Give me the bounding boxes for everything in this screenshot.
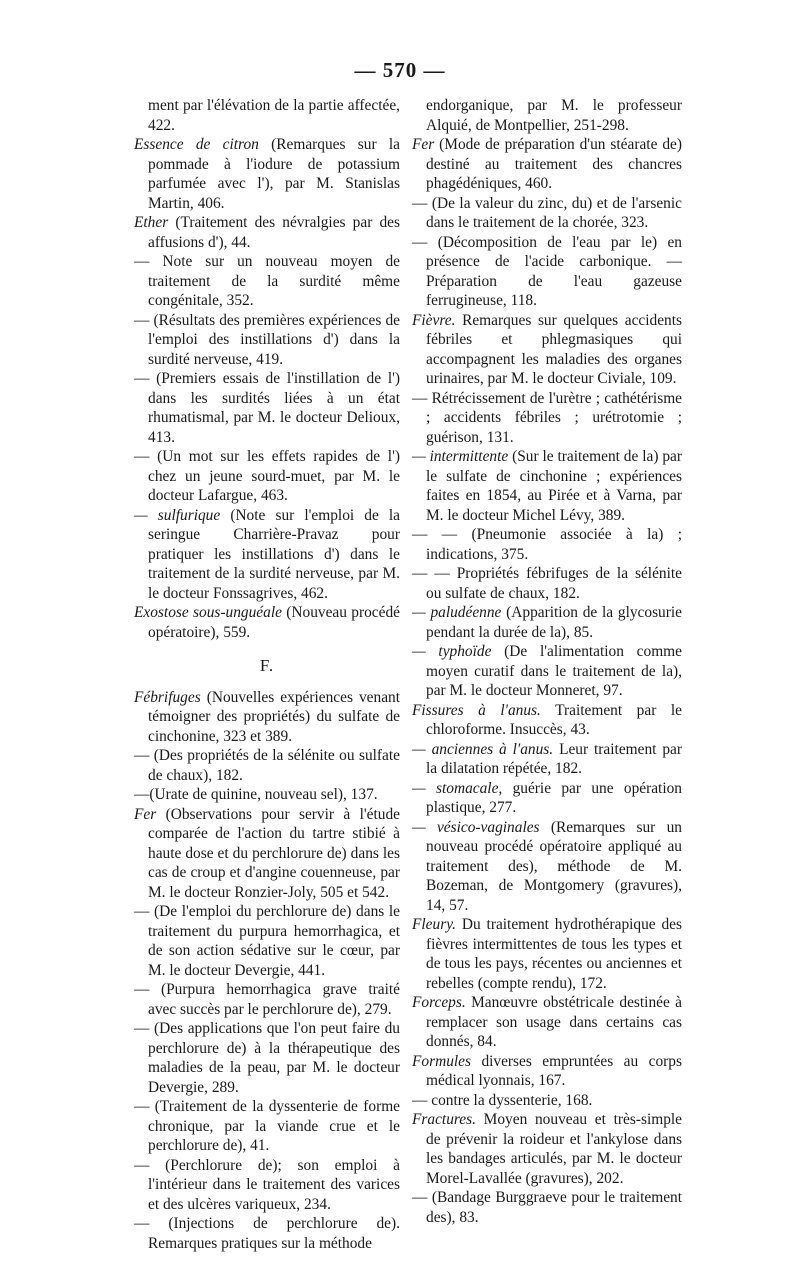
- right-column: [412, 96, 682, 1227]
- index-entry: [412, 603, 682, 642]
- entry-heading: Formules: [412, 1052, 471, 1070]
- index-entry: [134, 1156, 400, 1215]
- entry-text: — (Bandage Burggraeve pour le traitement des), 83.: [412, 1189, 682, 1226]
- index-entry: [134, 1019, 400, 1097]
- left-entries: [134, 96, 400, 642]
- entry-text: — (Premiers essais de l'instillation de l') dans les surdités liées à un état rhumatismal, par M. le docteur Delioux, 413.: [134, 370, 400, 446]
- entry-text: (Observations pour servir à l'étude comparée de l'action du tartre stibié à haute dose et du perchlorure de) dans les cas de croup et d'angine couenneuse, par M. le docteur Ronzier-Joly, 505 et 542.: [148, 805, 400, 901]
- index-entry: [412, 701, 682, 740]
- index-entry: [134, 252, 400, 311]
- entry-text: — (De la valeur du zinc, du) et de l'arsenic dans le traitement de la chorée, 323.: [412, 194, 682, 231]
- index-entry: [134, 369, 400, 447]
- entry-heading: Fébrifuges: [134, 688, 201, 706]
- index-entry: [134, 311, 400, 370]
- entry-text: Moyen nouveau et très-simple de prévenir la roideur et l'ankylose dans les bandages articulés, par M. le docteur Morel-Lavallée (gravures), 202.: [426, 1111, 682, 1187]
- entry-heading: Forceps.: [412, 994, 466, 1011]
- entry-heading: Fer: [134, 805, 157, 823]
- entry-text: (Remarques sur un nouveau procédé opératoire appliqué au traitement des), méthode de M. Bozeman, de Montgomery (gravures), 14, 57.: [426, 818, 682, 914]
- entry-text: diverses empruntées au corps médical lyonnais, 167.: [426, 1052, 682, 1089]
- index-entry: [412, 1188, 682, 1227]
- entry-text: — Rétrécissement de l'urètre ; cathétérisme ; accidents fébriles ; urétrotomie ; guérison, 131.: [412, 389, 682, 446]
- index-entry: [134, 213, 400, 252]
- index-entry: [134, 447, 400, 506]
- entry-heading: — stomacale,: [412, 779, 503, 797]
- index-entry: [412, 915, 682, 993]
- entry-text: — contre la dyssenterie, 168.: [412, 1091, 593, 1109]
- entry-heading: — paludéenne: [412, 604, 502, 621]
- entry-text: (Sur le traitement de la) par le sulfate de cinchonine ; expériences faites en 1854, au Pirée et à Varna, par M. le docteur Michel Lévy, 389.: [426, 448, 683, 524]
- index-entry: [134, 785, 400, 805]
- entry-heading: Essence de citron: [134, 136, 259, 153]
- entry-text: — (Injections de perchlorure de). Remarques pratiques sur la méthode: [134, 1215, 400, 1252]
- entry-text: — (Des propriétés de la sélénite ou sulfate de chaux), 182.: [134, 747, 400, 784]
- entry-heading: — vésico-vaginales: [412, 818, 540, 836]
- entry-text: — (Purpura hemorrhagica grave traité avec succès par le perchlorure de), 279.: [134, 981, 400, 1018]
- index-entry: [134, 96, 400, 135]
- index-entry: [134, 746, 400, 785]
- entry-heading: Fissures à l'anus.: [412, 701, 541, 719]
- entry-text: — (Résultats des premières expériences de l'emploi des instillations d') dans la surdité nerveuse, 419.: [134, 311, 400, 368]
- entry-text: — Note sur un nouveau moyen de traitement de la surdité même congénitale, 352.: [134, 253, 400, 309]
- index-entry: [412, 135, 682, 194]
- entry-heading: — typhoïde: [412, 643, 492, 660]
- entry-text: (Nouveau procédé opératoire), 559.: [148, 604, 400, 641]
- entry-heading: — intermittente: [412, 448, 509, 465]
- entry-text: (Note sur l'emploi de la seringue Charrière-Pravaz pour pratiquer les instillations d') dans le traitement de la surdité nerveuse, par M. le docteur Fonssagrives, 462.: [148, 506, 400, 602]
- index-entry: [134, 603, 400, 642]
- section-letter: F.: [259, 656, 275, 675]
- entry-heading: — anciennes à l'anus.: [412, 740, 554, 758]
- index-entry: [134, 135, 400, 213]
- index-entry: [134, 1214, 400, 1253]
- entry-heading: Fer: [412, 136, 435, 153]
- index-entry: [412, 1091, 682, 1111]
- entry-heading: Fleury.: [412, 916, 457, 933]
- entry-text: (Apparition de la glycosurie pendant la durée de la), 85.: [426, 604, 682, 641]
- entry-heading: Exostose sous-unguéale: [134, 604, 282, 621]
- entry-text: endorganique, par M. le professeur Alquié, de Montpellier, 251-298.: [426, 97, 682, 134]
- index-entry: [412, 194, 682, 233]
- entry-text: (Nouvelles expériences venant témoigner des propriétés) du sulfate de cinchonine, 323 et 389.: [148, 688, 400, 745]
- entry-text: Manœuvre obstétricale destinée à remplacer son usage dans certains cas donnés, 84.: [426, 994, 682, 1050]
- entry-text: (Mode de préparation d'un stéarate de) destiné au traitement des chancres phagédéniques, 460.: [426, 136, 682, 192]
- index-entry: [134, 902, 400, 980]
- index-entry: [412, 1110, 682, 1188]
- index-entry: [412, 311, 682, 389]
- entry-text: — — Propriétés fébrifuges de la sélénite ou sulfate de chaux, 182.: [412, 565, 682, 602]
- entry-heading: — sulfurique: [134, 506, 221, 524]
- entry-text: guérie par une opération plastique, 277.: [426, 779, 682, 816]
- entry-text: — (De l'emploi du perchlorure de) dans le traitement du purpura hemorrhagica, et de son action sédative sur le cœur, par M. le docteur Devergie, 441.: [134, 903, 400, 979]
- entry-heading: Fièvre.: [412, 311, 456, 329]
- left-entries-f: [134, 688, 400, 1254]
- entry-text: — (Traitement de la dyssenterie de forme chronique, par la viande crue et le perchlorure de), 41.: [134, 1098, 400, 1154]
- entry-text: Du traitement hydrothérapique des fièvres intermittentes de tous les types et de tous les pays, récentes ou anciennes et rebelles (compte rendu), 172.: [426, 916, 682, 992]
- left-column: [134, 96, 400, 1253]
- index-entry: [134, 1097, 400, 1156]
- index-entry: [412, 233, 682, 311]
- entry-text: — (Décomposition de l'eau par le) en présence de l'acide carbonique. — Préparation de l'eau gazeuse ferrugineuse, 118.: [412, 233, 682, 309]
- index-entry: [412, 740, 682, 779]
- right-entries: [412, 96, 682, 1227]
- entry-text: Remarques sur quelques accidents fébriles et phlegmasiques qui accompagnent les maladies des organes urinaires, par M. le docteur Civiale, 109.: [426, 311, 682, 387]
- index-entry: [412, 818, 682, 916]
- entry-text: (Remarques sur la pommade à l'iodure de potassium parfumée avec l'), par M. Stanislas Martin, 406.: [148, 136, 400, 212]
- index-entry: [134, 506, 400, 604]
- entry-text: — — (Pneumonie associée à la) ; indications, 375.: [412, 526, 682, 563]
- entry-text: Leur traitement par la dilatation répétée, 182.: [426, 740, 682, 777]
- entry-text: —(Urate de quinine, nouveau sel), 137.: [134, 786, 378, 803]
- entry-text: Traitement par le chloroforme. Insuccès, 43.: [426, 701, 682, 738]
- entry-text: (De l'alimentation comme moyen curatif dans le traitement de la), par M. le docteur Monneret, 97.: [426, 643, 682, 699]
- entry-heading: Fractures.: [412, 1111, 476, 1128]
- index-entry: [134, 688, 400, 747]
- index-entry: [412, 993, 682, 1052]
- entry-heading: Ether: [134, 214, 169, 231]
- index-entry: [412, 779, 682, 818]
- index-entry: [412, 96, 682, 135]
- index-entry: [134, 980, 400, 1019]
- index-entry: [412, 642, 682, 701]
- entry-text: — (Des applications que l'on peut faire du perchlorure de) à la thérapeutique des maladies de la peau, par M. le docteur Devergie, 289.: [134, 1020, 400, 1096]
- index-entry: [412, 389, 682, 448]
- entry-text: — (Perchlorure de); son emploi à l'intérieur dans le traitement des varices et des ulcères variqueux, 234.: [134, 1156, 400, 1213]
- index-entry: [412, 447, 682, 525]
- entry-text: ment par l'élévation de la partie affectée, 422.: [148, 97, 400, 134]
- entry-text: (Traitement des névralgies par des affusions d'), 44.: [148, 214, 400, 251]
- page-number: — 570 —: [354, 58, 446, 82]
- entry-text: — (Un mot sur les effets rapides de l') chez un jeune sourd-muet, par M. le docteur Lafargue, 463.: [134, 448, 400, 504]
- index-entry: [134, 805, 400, 903]
- index-entry: [412, 525, 682, 564]
- index-entry: [412, 1052, 682, 1091]
- index-entry: [412, 564, 682, 603]
